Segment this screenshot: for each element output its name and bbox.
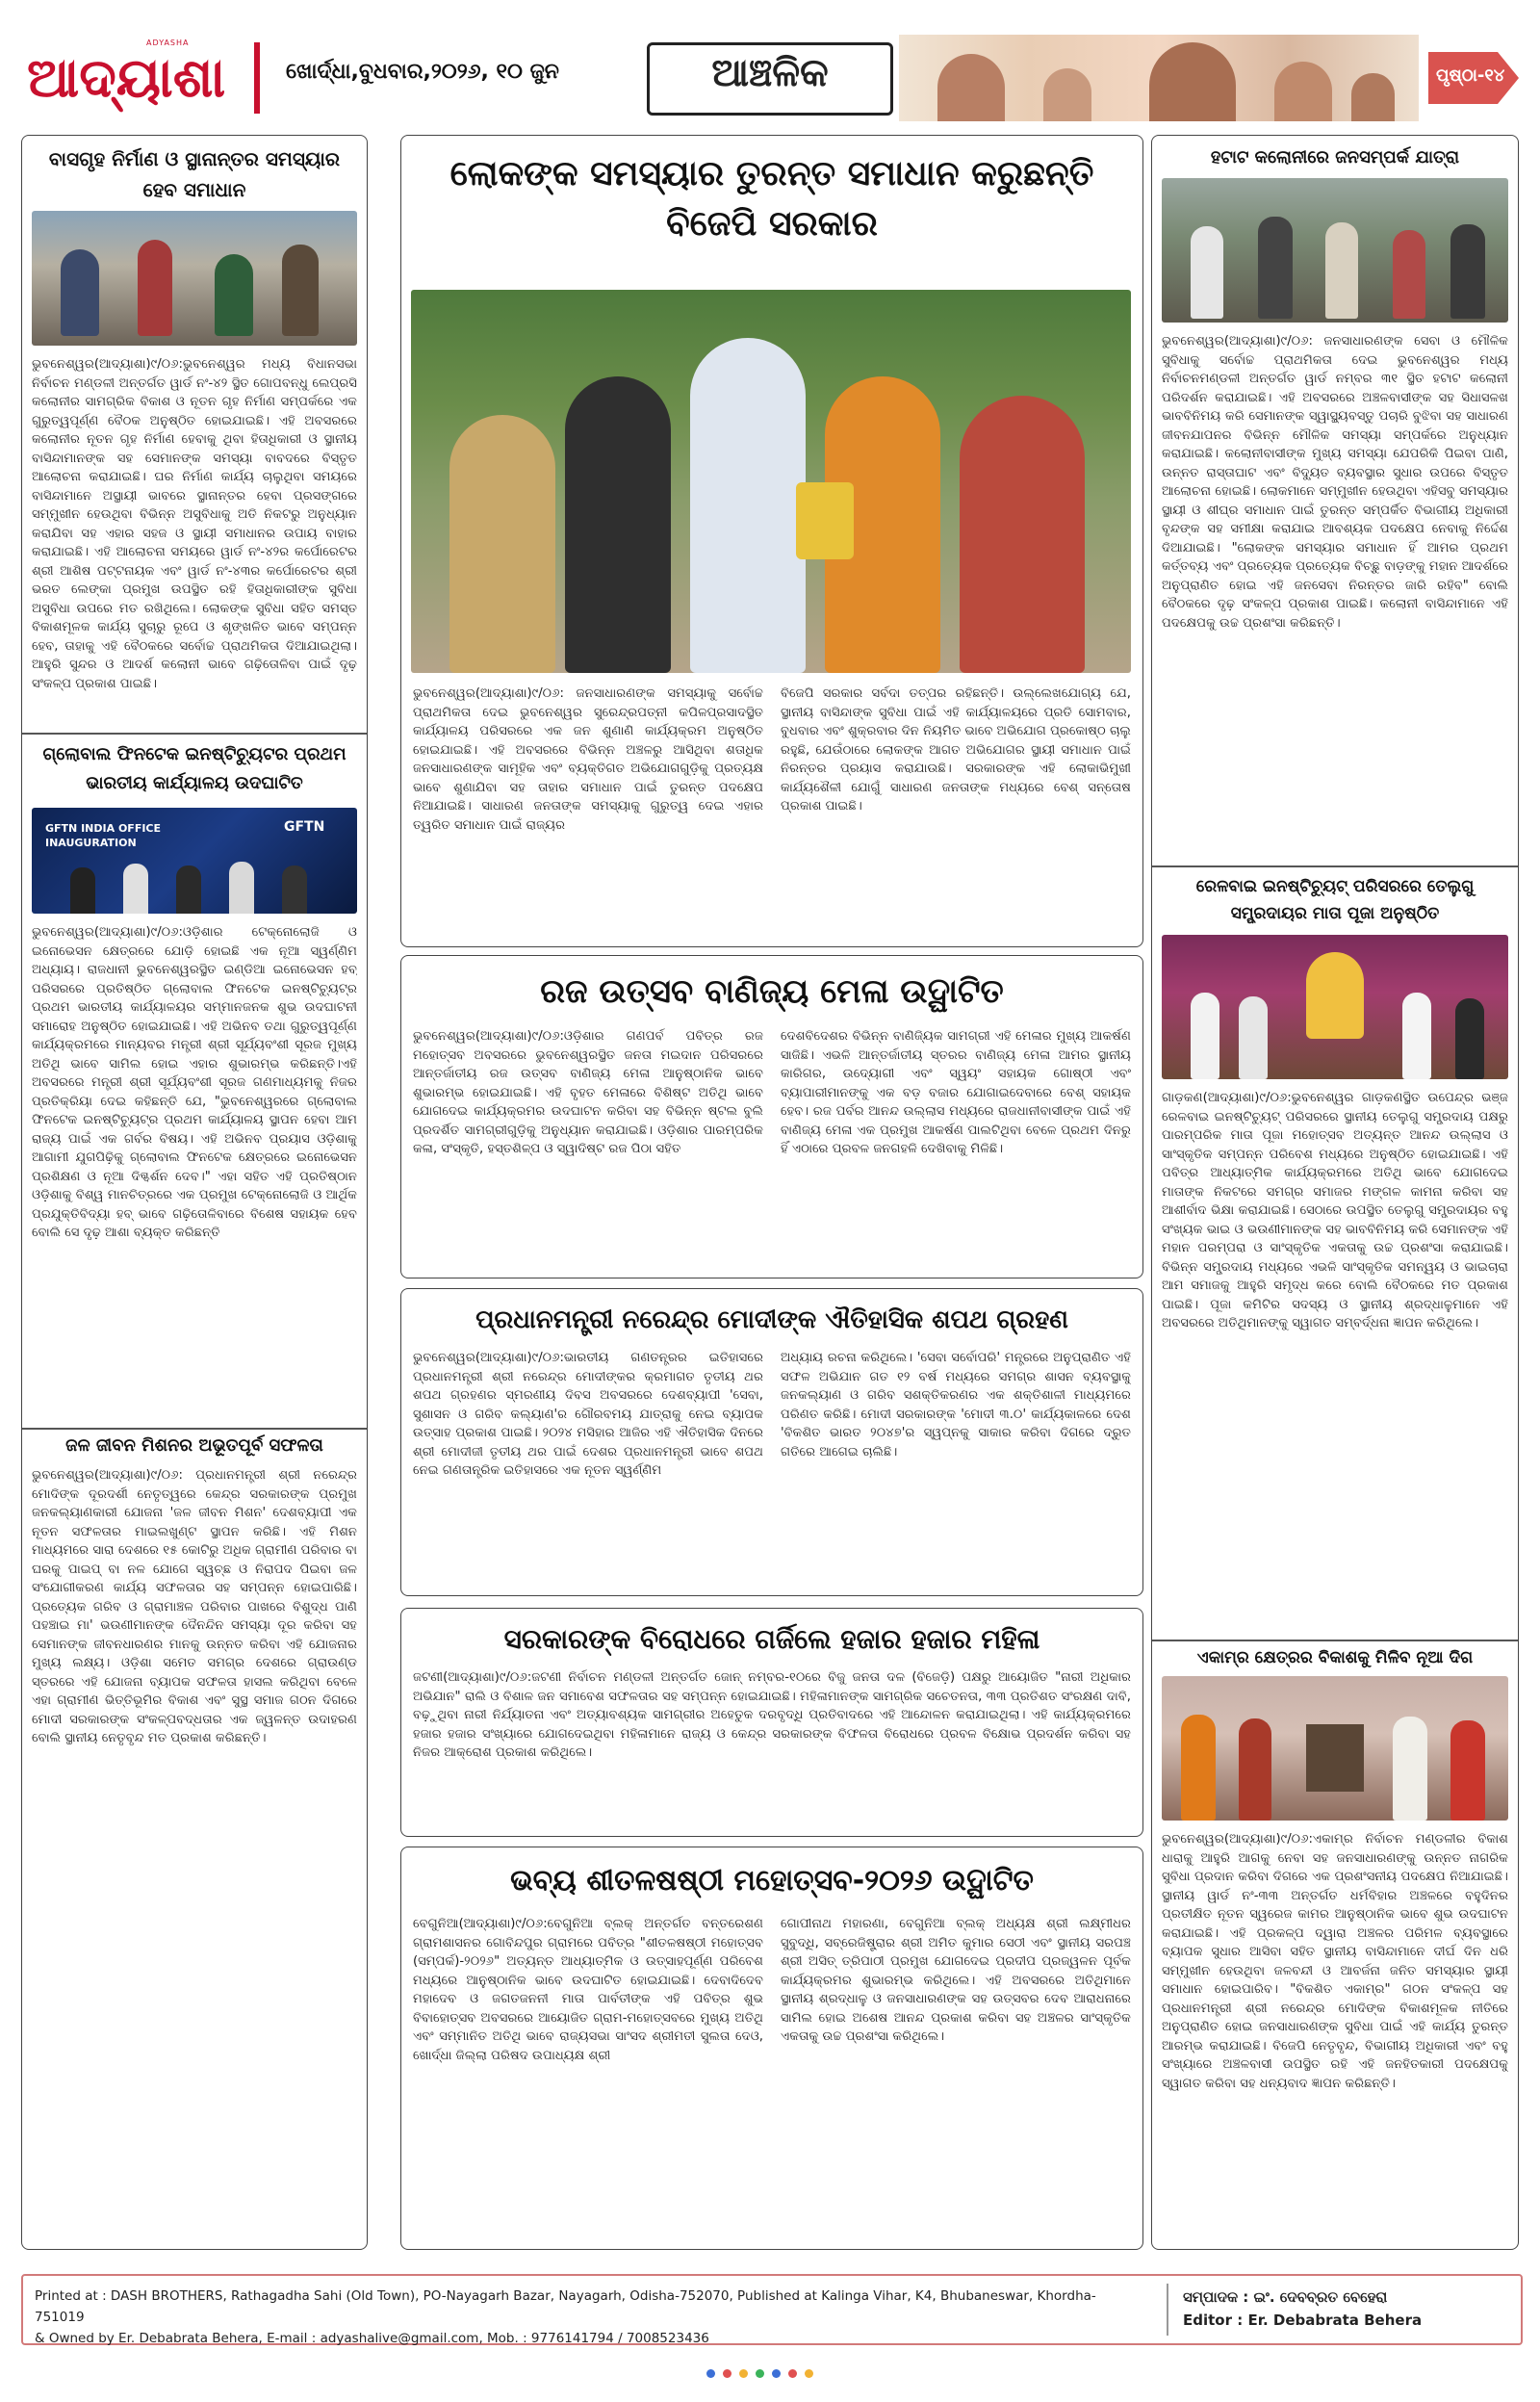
article-body-col2: ଗୋପୀନାଥ ମହାରଣା, ବେଗୁନିଆ ବ୍ଲକ୍ ଅଧ୍ୟକ୍ଷ ଶ୍ରୀ ଲକ୍ଷ୍ମୀଧର ସୁବୁଦ୍ଧି, ସବ୍‌ରେଜିଷ୍ଟ୍ରାର ଶ୍ରୀ ଅମିତ କୁମାର ସେଠୀ ଏବଂ ସ୍ଥାନୀୟ ସରପଞ୍ଚ ଶ୍ରୀ ଅସିତ୍ ତ୍ରିପାଠୀ ପ୍ରମୁଖ ଯୋଗଦେଇ ପ୍ରଦୀପ ପ୍ରଜ୍ୱଳନ ପୂର୍ବକ କାର୍ଯ୍ୟକ୍ରମର ଶୁଭାରମ୍ଭ କରିଥିଲେ। ଏହି ଅବସରରେ ଅତିଥିମାନେ ସ୍ଥାନୀୟ ଶ୍ରଦ୍ଧାଳୁ ଓ ଜନସାଧାରଣଙ୍କ ସହ ଉତ୍ସବର ଦେବ ଆରାଧନାରେ ସାମିଲ ହୋଇ ଅଶେଷ ଆନନ୍ଦ ପ୍ରକାଶ କରିବା ସହ ଅଞ୍ଚଳର ସାଂସ୍କୃତିକ ଏକତାକୁ ଉଚ୍ଚ ପ୍ରଶଂସା କରିଥିଲେ। [781,1917,1131,2044]
article-box [400,1608,1143,1837]
article-photo [32,211,357,346]
article-headline: ଜଳ ଜୀବନ ମିଶନର ଅଭୂତପୂର୍ବ ସଫଳତା [65,1435,323,1456]
article-headline: ସରକାରଙ୍କ ବିରୋଧରେ ଗର୍ଜିଲେ ହଜାର ହଜାର ମହିଳା [503,1623,1040,1655]
article-body-col1: ବେଗୁନିଆ(ଆଦ୍ୟାଶା)୯/୦୬:ବେଗୁନିଆ ବ୍ଲକ୍ ଅନ୍ତର୍ଗତ ବନ୍ତରେଶଣ ଗ୍ରାମଶାସନର ଗୋବିନ୍ଦପୁର ଗ୍ରାମରେ ପବିତ୍ର "ଶୀତଳଷଷ୍ଠୀ ମହୋତ୍ସବ (ସମ୍ପର୍କ)-୨୦୨୬" ଅତ୍ୟନ୍ତ ଆଧ୍ୟାତ୍ମିକ ଓ ଉତ୍ସାହପୂର୍ଣ୍ଣ ପରିବେଶ ମଧ୍ୟରେ ଆନୁଷ୍ଠାନିକ ଭାବେ ଉଦଘାଟିତ ହୋଇଯାଇଛି। ଦେବାଦିଦେବ ମହାଦେବ ଓ ଜଗତଜନନୀ ମାତା ପାର୍ବତୀଙ୍କ ଏହି ପବିତ୍ର ଶୁଭ ବିବାହୋତ୍ସବ ଅବସରରେ ଆୟୋଜିତ ଗ୍ରାମ-ମହୋତ୍ସବରେ ମୁଖ୍ୟ ଅତିଥି ଏବଂ ସମ୍ମାନିତ ଅତିଥି ଭାବେ ରାଜ୍ୟସଭା ସାଂସଦ ଶ୍ରୀମତୀ ସୁଲତା ଦେଓ, ଖୋର୍ଦ୍ଧା ଜିଲ୍ଲା ପରିଷଦ ଉପାଧ୍ୟକ୍ଷ ଶ୍ରୀ [413,1917,763,2063]
article-body-col1: ଭୁବନେଶ୍ୱର(ଆଦ୍ୟାଶା)୯/୦୬: ଜନସାଧାରଣଙ୍କ ସମସ୍ୟାକୁ ସର୍ବୋଚ୍ଚ ପ୍ରାଥମିକତା ଦେଇ ଭୁବନେଶ୍ୱର ସୁରେନ୍ଦ୍ରପତ୍ନୀ କପିଳପ୍ରସାଦସ୍ଥିତ କାର୍ଯ୍ୟାଳୟ ପରିସରରେ ଏକ ଜନ ଶୁଣାଣି କାର୍ଯ୍ୟକ୍ରମ ଅନୁଷ୍ଠିତ ହୋଇଯାଇଛି। ଏହି ଅବସରରେ ବିଭିନ୍ନ ଅଞ୍ଚଳରୁ ଆସିଥିବା ଶତାଧିକ ଜନସାଧାରଣଙ୍କ ସାମୂହିକ ଏବଂ ବ୍ୟକ୍ତିଗତ ଅଭିଯୋଗଗୁଡ଼ିକୁ ପ୍ରତ୍ୟକ୍ଷ ଭାବେ ଶୁଣାଯିବା ସହ ତାହାର ସମାଧାନ ପାଇଁ ତୁରନ୍ତ ପଦକ୍ଷେପ ନିଆଯାଇଛି। ସାଧାରଣ ଜନତାଙ୍କ ସମସ୍ୟାକୁ ଗୁରୁତ୍ୱ ଦେଇ ଏହାର ତ୍ୱରିତ ସମାଧାନ ପାଇଁ ରାଜ୍ୟର [413,686,763,833]
article-headline: ଏକାମ୍ର କ୍ଷେତ୍ରର ବିକାଶକୁ ମିଳିବ ନୂଆ ଦିଗ [1196,1648,1474,1667]
imprint-text [35,2286,1142,2349]
article-body: ଜଟଣୀ(ଆଦ୍ୟାଶା)୯/୦୬:ଜଟଣୀ ନିର୍ବାଚନ ମଣ୍ଡଳୀ ଅନ୍ତର୍ଗତ ଜୋନ୍ ନମ୍ବର-୧୦ରେ ବିଜୁ ଜନତା ଦଳ (ବିଜେଡ଼ି) ପକ୍ଷରୁ ଆୟୋଜିତ "ନାରୀ ଅଧିକାର ଅଭିଯାନ" ରାଲି ଓ ବିଶାଳ ଜନ ସମାବେଶ ସଫଳତାର ସହ ସମ୍ପନ୍ନ ହୋଇଯାଇଛି। ମହିଳାମାନଙ୍କ ସାମଗ୍ରିକ ସଚେତନତା, ୩୩ ପ୍ରତିଶତ ସଂରକ୍ଷଣ ଦାବି, ବଢ଼ୁଥିବା ନାରୀ ନିର୍ଯ୍ୟାତନା ଏବଂ ଅତ୍ୟାବଶ୍ୟକ ସାମଗ୍ରୀର ଅହେତୁକ ଦରବୃଦ୍ଧି ପ୍ରତିବାଦରେ ଏହି ଆନ୍ଦୋଳନ କରାଯାଇଥିଲା। ଏହି କାର୍ଯ୍ୟକ୍ରମରେ ହଜାର ହଜାର ସଂଖ୍ୟାରେ ଯୋଗଦେଇଥିବା ମହିଳାମାନେ ରାଜ୍ୟ ଓ କେନ୍ଦ୍ର ସରକାରଙ୍କ ବିଫଳତା ବିରୋଧରେ ପ୍ରବଳ ବିକ୍ଷୋଭ ପ୍ରଦର୍ଶନ କରିବା ସହ ନିଜର ଆକ୍ରୋଶ ପ୍ରକାଶ କରିଥିଲେ। [413,1670,1131,1760]
article-headline: ଗ୍ଲୋବାଲ ଫିନଟେକ ଇନଷ୍ଟିଚ୍ୟୁଟର ପ୍ରଥମ ଭାରତୀୟ କାର୍ଯ୍ୟାଳୟ ଉଦଘାଟିତ [42,744,346,793]
page-dots-indicator [703,2363,817,2382]
article-body-col2: ଦେଶବିଦେଶର ବିଭିନ୍ନ ବାଣିଜ୍ୟିକ ସାମଗ୍ରୀ ଏହି ମେଳାର ମୁଖ୍ୟ ଆକର୍ଷଣ ସାଜିଛି। ଏଭଳି ଆନ୍ତର୍ଜାତୀୟ ସ୍ତରର ବାଣିଜ୍ୟ ମେଳା ଆମର ସ୍ଥାନୀୟ କାରିଗର, ଉଦ୍ୟୋଗୀ ଏବଂ ସ୍ୱୟଂ ସହାୟକ ଗୋଷ୍ଠୀ ଏବଂ ବ୍ୟାପାରୀମାନଙ୍କୁ ଏକ ବଡ଼ ବଜାର ଯୋଗାଇଦେବାରେ ବେଶ୍ ସହାୟକ ହେବ। ରଜ ପର୍ବର ଆନନ୍ଦ ଉଲ୍ଲାସ ମଧ୍ୟରେ ରାଜଧାନୀବାସୀଙ୍କ ପାଇଁ ଏହି ବାଣିଜ୍ୟ ମେଳା ଏକ ପ୍ରମୁଖ ଆକର୍ଷଣ ପାଲଟିଥିବା ବେଳେ ପ୍ରଥମ ଦିନରୁ ହିଁ ଏଠାରେ ପ୍ରବଳ ଜନଗହଳି ଦେଖିବାକୁ ମିଳିଛି। [781,1029,1131,1156]
article-body: ଭୁବନେଶ୍ୱର(ଆଦ୍ୟାଶା)୯/୦୬: ପ୍ରଧାନମନ୍ତ୍ରୀ ଶ୍ରୀ ନରେନ୍ଦ୍ର ମୋଦିଙ୍କ ଦୂରଦର୍ଶୀ ନେତୃତ୍ୱରେ କେନ୍ଦ୍ର ସରକାରଙ୍କ ପ୍ରମୁଖ ଜନକଲ୍ୟାଣକାରୀ ଯୋଜନା 'ଜଳ ଜୀବନ ମିଶନ' ଦେଶବ୍ୟାପୀ ଏକ ନୂତନ ସଫଳତାର ମାଇଲଖୁଣ୍ଟ ସ୍ଥାପନ କରିଛି। ଏହି ମିଶନ ମାଧ୍ୟମରେ ସାରା ଦେଶରେ ୧୫ କୋଟିରୁ ଅଧିକ ଗ୍ରାମୀଣ ପରିବାର ବା ଘରକୁ ପାଇପ୍ ବା ନଳ ଯୋଗେ ସ୍ୱଚ୍ଛ ଓ ନିରାପଦ ପିଇବା ଜଳ ସଂଯୋଗୀକରଣ କାର୍ଯ୍ୟ ସଫଳତାର ସହ ସମ୍ପନ୍ନ ହୋଇପାରିଛି। ପ୍ରତ୍ୟେକ ଗରିବ ଓ ଗ୍ରାମାଞ୍ଚଳ ପରିବାର ପାଖରେ ବିଶୁଦ୍ଧ ପାଣି ପହଞ୍ଚାଇ ମା' ଭଉଣୀମାନଙ୍କ ଦୈନନ୍ଦିନ ସମସ୍ୟା ଦୂର କରିବା ସହ ସେମାନଙ୍କ ଜୀବନଧାରଣର ମାନକୁ ଉନ୍ନତ କରିବା ଏହି ଯୋଜନାର ମୁଖ୍ୟ ଲକ୍ଷ୍ୟ। ଓଡ଼ିଶା ସମେତ ସମଗ୍ର ଦେଶରେ ଗ୍ରାଉଣ୍ଡ ସ୍ତରରେ ଏହି ଯୋଜନା ବ୍ୟାପକ ସଫଳତା ହାସଲ କରିଥିବା ବେଳେ ଏହା ଗ୍ରାମୀଣ ଭିତ୍ତିଭୂମିର ବିକାଶ ଏବଂ ସୁସ୍ଥ ସମାଜ ଗଠନ ଦିଗରେ ମୋଦୀ ସରକାରଙ୍କ ସଂକଳ୍ପବଦ୍ଧତାର ଏକ ଜ୍ୱଳନ୍ତ ଉଦାହରଣ ବୋଲି ସ୍ଥାନୀୟ ନେତୃବୃନ୍ଦ ମତ ପ୍ରକାଶ କରିଛନ୍ତି। [32,1468,357,1745]
article-headline: ବାସଗୃହ ନିର୍ମାଣ ଓ ସ୍ଥାନାନ୍ତର ସମସ୍ୟାର ହେବ ସମାଧାନ [48,147,341,201]
editor-odia: ସମ୍ପାଦକ : ଇଂ. ଦେବବ୍ରତ ବେହେରା [1183,2288,1388,2306]
page-dot [756,2369,764,2378]
article-box [400,1288,1143,1596]
page-dot [788,2369,797,2378]
article-headline: ପ୍ରଧାନମନ୍ତ୍ରୀ ନରେନ୍ଦ୍ର ମୋଦୀଙ୍କ ଐତିହାସିକ ଶପଥ ଗ୍ରହଣ [475,1305,1068,1334]
article-headline: ଭବ୍ୟ ଶୀତଳଷଷ୍ଠୀ ମହୋତ୍ସବ-୨୦୨୬ ଉଦ୍ଘାଟିତ [510,1864,1034,1898]
footer-divider [1167,2284,1168,2336]
page-dot [739,2369,748,2378]
article-photo [1162,178,1508,323]
article-box [400,955,1143,1278]
photo-banner-text: GFTN INDIA OFFICE INAUGURATION [45,822,162,849]
article-body: ଭୁବନେଶ୍ୱର(ଆଦ୍ୟାଶା)୯/୦୬:ଏକାମ୍ର ନିର୍ବାଚନ ମଣ୍ଡଳୀର ବିକାଶ ଧାରାକୁ ଆହୁରି ଆଗକୁ ନେବା ସହ ଜନସାଧାରଣଙ୍କୁ ଉନ୍ନତ ନାଗରିକ ସୁବିଧା ପ୍ରଦାନ କରିବା ଦିଗରେ ଏକ ପ୍ରଶଂସନୀୟ ପଦକ୍ଷେପ ନିଆଯାଇଛି। ସ୍ଥାନୀୟ ୱାର୍ଡ ନଂ-୩୩ ଅନ୍ତର୍ଗତ ଧର୍ମବିହାର ଅଞ୍ଚଳରେ ବହୁଦିନର ପ୍ରତୀକ୍ଷିତ ନୂତନ ସ୍ୱରେଜ କାମର ଆନୁଷ୍ଠାନିକ ଭାବେ ଶୁଭ ଉଦଘାଟନ କରାଯାଇଛି। ଏହି ପ୍ରକଳ୍ପ ଦ୍ୱାରା ଅଞ୍ଚଳର ପରିମଳ ବ୍ୟବସ୍ଥାରେ ବ୍ୟାପକ ସୁଧାର ଆସିବା ସହିତ ସ୍ଥାନୀୟ ବାସିନ୍ଦାମାନେ ଦୀର୍ଘ ଦିନ ଧରି ସମ୍ମୁଖୀନ ହେଉଥିବା ଜଳବନ୍ଦୀ ଓ ଆବର୍ଜନା ଜନିତ ସମସ୍ୟାର ସ୍ଥାୟୀ ସମାଧାନ ହୋଇପାରିବ। "ବିକଶିତ ଏକାମ୍ର" ଗଠନ ସଂକଳ୍ପ ସହ ପ୍ରଧାନମନ୍ତ୍ରୀ ଶ୍ରୀ ନରେନ୍ଦ୍ର ମୋଦିଙ୍କ ବିକାଶମୂଳକ ନୀତିରେ ଅନୁପ୍ରାଣିତ ହୋଇ ଜନସାଧାରଣଙ୍କ ସୁବିଧା ପାଇଁ ଏହି କାର୍ଯ୍ୟ ତୁରନ୍ତ ଆରମ୍ଭ କରାଯାଇଛି। ବିଜେପି ନେତୃବୃନ୍ଦ, ବିଭାଗୀୟ ଅଧିକାରୀ ଏବଂ ବହୁ ସଂଖ୍ୟାରେ ଅଞ୍ଚଳବାସୀ ଉପସ୍ଥିତ ରହି ଏହି ଜନହିତକାରୀ ପଦକ୍ଷେପକୁ ସ୍ୱାଗତ କରିବା ସହ ଧନ୍ୟବାଦ ଜ୍ଞାପନ କରିଛନ୍ତି। [1162,1832,1508,2091]
article-divider [22,1428,367,1430]
page-dot [706,2369,715,2378]
page-dot [805,2369,813,2378]
article-divider [1152,865,1518,867]
masthead [21,35,1519,121]
logo [21,35,252,121]
article-headline: ହଟାଟ କଲୋନୀରେ ଜନସମ୍ପର୍କ ଯାତ୍ରା [1210,147,1460,168]
section-tag [647,42,893,116]
editor-english: Editor : Er. Debabrata Behera [1183,2312,1423,2329]
gftn-logo: GFTN [284,819,325,835]
section-title: ଆଞ୍ଚଳିକ [711,51,829,95]
right-column [1151,135,1519,2250]
article-body-col2: ଅଧ୍ୟାୟ ରଚନା କରିଥିଲେ। 'ସେବା ସର୍ବୋପରି' ମନ୍ତ୍ରରେ ଅନୁପ୍ରାଣିତ ଏହି ସଫଳ ଅଭିଯାନ ଗତ ୧୨ ବର୍ଷ ମଧ୍ୟରେ ସମଗ୍ର ଶାସନ ବ୍ୟବସ୍ଥାକୁ ଜନକଲ୍ୟାଣ ଓ ଗରିବ ସଶକ୍ତିକରଣର ଏକ ଶକ୍ତିଶାଳୀ ମାଧ୍ୟମରେ ପରିଣତ କରିଛି। ମୋଦୀ ସରକାରଙ୍କ 'ମୋଦୀ ୩.୦' କାର୍ଯ୍ୟକାଳରେ ଦେଶ 'ବିକଶିତ ଭାରତ ୨୦୪୭'ର ସ୍ୱପ୍ନକୁ ସାକାର କରିବା ଦିଗରେ ଦ୍ରୁତ ଗତିରେ ଆଗେଇ ଚାଲିଛି। [781,1351,1131,1459]
article-body: ଭୁବନେଶ୍ୱର(ଆଦ୍ୟାଶା)୯/୦୬: ଜନସାଧାରଣଙ୍କ ସେବା ଓ ମୌଳିକ ସୁବିଧାକୁ ସର୍ବୋଚ୍ଚ ପ୍ରାଥମିକତା ଦେଇ ଭୁବନେଶ୍ୱର ମଧ୍ୟ ନିର୍ବାଚନମଣ୍ଡଳୀ ଅନ୍ତର୍ଗତ ୱାର୍ଡ ନମ୍ବର ୩୧ ସ୍ଥିତ ହଟାଟ କଲୋନୀ ପରିଦର୍ଶନ କରାଯାଇଛି। ଏହି ଅବସରରେ ଅଞ୍ଚଳବାସୀଙ୍କ ସହ ସିଧାସଳଖ ଭାବବିନିମୟ କରି ସେମାନଙ୍କ ସ୍ୱାସ୍ଥ୍ୟବସ୍ତୁ ପଚାରି ବୁଝିବା ସହ ସାଧାରଣ ଜୀବନଯାପନର ବିଭିନ୍ନ ମୌଳିକ ସମସ୍ୟା ସମ୍ପର୍କରେ ଅନୁଧ୍ୟାନ କରାଯାଇଛି। କଲୋନୀବାସୀଙ୍କ ମୁଖ୍ୟ ସମସ୍ୟା ଯେପରିକି ପିଇବା ପାଣି, ଉନ୍ନତ ରାସ୍ତାଘାଟ ଏବଂ ବିଦ୍ୟୁତ ବ୍ୟବସ୍ଥାର ସୁଧାର ଉପରେ ବିସ୍ତୃତ ଆଲୋଚନା ହୋଇଛି। ଲୋକମାନେ ସମ୍ମୁଖୀନ ହେଉଥିବା ଏହିସବୁ ସମସ୍ୟାର ସ୍ଥାୟୀ ଓ ଶୀଘ୍ର ସମାଧାନ ପାଇଁ ତୁରନ୍ତ ସମ୍ପର୍କିତ ବିଭାଗୀୟ ଅଧିକାରୀ ବୃନ୍ଦଙ୍କ ସହ ସମୀକ୍ଷା କରାଯାଇ ଆବଶ୍ୟକ ପଦକ୍ଷେପ ନେବାକୁ ନିର୍ଦ୍ଦେଶ ଦିଆଯାଇଛି। "ଲୋକଙ୍କ ସମସ୍ୟାର ସମାଧାନ ହିଁ ଆମର ପ୍ରଥମ କର୍ତ୍ତବ୍ୟ ଏବଂ ପ୍ରତ୍ୟେକ ପ୍ରତ୍ୟେକ ବିଚ୍ଛୁ ବାଡ଼ଙ୍କୁ ମହାନ ଆଦର୍ଶରେ ଅନୁପ୍ରାଣିତ ହୋଇ ଏହି ଜନସେବା ନିରନ୍ତର ଜାରି ରହିବ" ବୋଲି ବୈଠକରେ ଦୃଢ଼ ସଂକଳ୍ପ ପ୍ରକାଶ ପାଇଛି। କଲୋନୀ ବାସିନ୍ଦାମାନେ ଏହି ପଦକ୍ଷେପକୁ ଉଚ୍ଚ ପ୍ରଶଂସା କରିଛନ୍ତି। [1162,334,1508,631]
left-column [21,135,368,2250]
imprint-line-2: & Owned by Er. Debabrata Behera, E-mail : adyashalive@gmail.com, Mob. : 9776141794 / 7008523436 [35,2331,709,2346]
article-box [400,1847,1143,2250]
logo-small-text: ADYASHA [146,39,190,47]
lead-headline: ଲୋକଙ୍କ ସମସ୍ୟାର ତୁରନ୍ତ ସମାଧାନ କରୁଛନ୍ତି ବିଜେପି ସରକାର [449,154,1094,244]
article-box [400,135,1143,947]
article-body: ଗାଡ଼କଣ(ଆଦ୍ୟାଶା)୯/୦୬:ଭୁବନେଶ୍ୱର ଗାଡ଼କଣସ୍ଥିତ ଉପେନ୍ଦ୍ର ଭଞ୍ଜ ରେଳବାଇ ଇନଷ୍ଟିଚ୍ୟୁଟ୍ ପରିସରରେ ସ୍ଥାନୀୟ ତେଲୁଗୁ ସମ୍ପ୍ରଦାୟ ପକ୍ଷରୁ ପାରମ୍ପରିକ ମାତା ପୂଜା ମହୋତ୍ସବ ଅତ୍ୟନ୍ତ ଆନନ୍ଦ ଉଲ୍ଲାସ ଓ ସାଂସ୍କୃତିକ ସମ୍ପନ୍ନ ପରିବେଶ ମଧ୍ୟରେ ଅନୁଷ୍ଠିତ ହୋଇଯାଇଛି। ଏହି ପବିତ୍ର ଆଧ୍ୟାତ୍ମିକ କାର୍ଯ୍ୟକ୍ରମରେ ଅତିଥି ଭାବେ ଯୋଗଦେଇ ମାତାଙ୍କ ନିକଟରେ ସମଗ୍ର ସମାଜର ମଙ୍ଗଳ କାମନା କରିବା ସହ ଆଶୀର୍ବାଦ ଭିକ୍ଷା କରାଯାଇଛି। ସେଠାରେ ଉପସ୍ଥିତ ତେଲୁଗୁ ସମ୍ପ୍ରଦାୟର ବହୁ ସଂଖ୍ୟକ ଭାଇ ଓ ଭଉଣୀମାନଙ୍କ ସହ ଭାବବିନିମୟ କରି ସେମାନଙ୍କ ଏହି ମହାନ ପରମ୍ପରା ଓ ସାଂସ୍କୃତିକ ଏକତାକୁ ଉଚ୍ଚ ପ୍ରଶଂସା କରାଯାଇଛି। ବିଭିନ୍ନ ସମ୍ପ୍ରଦାୟ ମଧ୍ୟରେ ଏଭଳି ସାଂସ୍କୃତିକ ସମନ୍ୱୟ ଓ ଭାଇଚାରା ଆମ ସମାଜକୁ ଆହୁରି ସମୃଦ୍ଧ କରେ ବୋଲି ବୈଠକରେ ମତ ପ୍ରକାଶ ପାଇଛି। ପୂଜା କମିଟିର ସଦସ୍ୟ ଓ ସ୍ଥାନୀୟ ଶ୍ରଦ୍ଧାଳୁମାନେ ଏହି ଅବସରରେ ଅତିଥିମାନଙ୍କୁ ସ୍ୱାଗତ ସମ୍ବର୍ଦ୍ଧନା ଜ୍ଞାପନ କରିଥିଲେ। [1162,1091,1508,1330]
article-body: ଭୁବନେଶ୍ୱର(ଆଦ୍ୟାଶା)୯/୦୬:ଭୁବନେଶ୍ୱର ମଧ୍ୟ ବିଧାନସଭା ନିର୍ବାଚନ ମଣ୍ଡଳୀ ଅନ୍ତର୍ଗତ ୱାର୍ଡ ନଂ-୪୨ ସ୍ଥିତ ଗୋପବନ୍ଧୁ ଲେପ୍ରସି କଲୋନୀର ସାମଗ୍ରିକ ବିକାଶ ଓ ନୂତନ ଗୃହ ନିର୍ମାଣ ସମ୍ପର୍କରେ ଏକ ଗୁରୁତ୍ୱପୂର୍ଣ୍ଣ ବୈଠକ ଅନୁଷ୍ଠିତ ହୋଇଯାଇଛି। ଏହି ଅବସରରେ କଲୋନୀର ନୂତନ ଗୃହ ନିର୍ମାଣ ହେବାକୁ ଥିବା ହିତାଧିକାରୀ ଓ ସ୍ଥାନୀୟ ବାସିନ୍ଦାମାନଙ୍କ ସହ ସେମାନଙ୍କ ସମସ୍ୟା ବାବଦରେ ବିସ୍ତୃତ ଆଲୋଚନା କରାଯାଇଛି। ଘର ନିର୍ମାଣ କାର୍ଯ୍ୟ ଚାଲୁଥିବା ସମୟରେ ବାସିନ୍ଦାମାନେ ଅସ୍ଥାୟୀ ଭାବରେ ସ୍ଥାନାନ୍ତର ହେବା ପ୍ରସଙ୍ଗରେ ସମ୍ମୁଖୀନ ହେଉଥିବା ବିଭିନ୍ନ ଅସୁବିଧାକୁ ଅତି ନିକଟରୁ ଅନୁଧ୍ୟାନ କରାଯିବା ସହ ଏହାର ସହଜ ଓ ସ୍ଥାୟୀ ସମାଧାନର ଉପାୟ ବାହାର କରାଯାଇଛି। ଏହି ଆଲୋଚନା ସମୟରେ ୱାର୍ଡ ନଂ-୪୨ର କର୍ପୋରେଟର ଶ୍ରୀ ଆଶିଷ ପଟ୍ଟନାୟକ ଏବଂ ୱାର୍ଡ ନଂ-୪୩ର କର୍ପୋରେଟର ଶ୍ରୀ ଭରତ ଲେଙ୍କା ପ୍ରମୁଖ ଉପସ୍ଥିତ ରହି ହିତାଧିକାରୀଙ୍କ ସୁବିଧା ଅସୁବିଧା ଉପରେ ମତ ରଖିଥିଲେ। ଲୋକଙ୍କ ସୁବିଧା ସହିତ ସମସ୍ତ ବିକାଶମୂଳକ କାର୍ଯ୍ୟ ସୁଚାରୁ ରୂପେ ଓ ଶୃଙ୍ଖଳିତ ଭାବେ ସମ୍ପନ୍ନ ହେବ, ତାହାକୁ ଏହି ବୈଠକରେ ସର୍ବୋଚ୍ଚ ପ୍ରାଥମିକତା ଦିଆଯାଇଥିଲା। ଆହୁରି ସୁନ୍ଦର ଓ ଆଦର୍ଶ କଲୋନୀ ଭାବେ ଗଢ଼ିତୋଳିବା ପାଇଁ ଦୃଢ଼ ସଂକଳ୍ପ ପ୍ରକାଶ ପାଇଛି। [32,357,357,691]
editor-credit [1183,2286,1422,2332]
imprint-footer [21,2274,1523,2345]
page-dot [772,2369,781,2378]
article-body: ଭୁବନେଶ୍ୱର(ଆଦ୍ୟାଶା)୯/୦୬:ଓଡ଼ିଶାର ଟେକ୍ନୋଲୋଜି ଓ ଇନୋଭେସନ କ୍ଷେତ୍ରରେ ଯୋଡ଼ି ହୋଇଛି ଏକ ନୂଆ ସ୍ୱର୍ଣ୍ଣିମ ଅଧ୍ୟାୟ। ରାଜଧାନୀ ଭୁବନେଶ୍ୱରସ୍ଥିତ ଇଣ୍ଡିଆ ଇନୋଭେସନ ହବ୍ ପରିସରରେ ପ୍ରତିଷ୍ଠିତ ଗ୍ଲୋବାଲ ଫିନଟେକ ଇନଷ୍ଟିଚ୍ୟୁଟ୍ର ପ୍ରଥମ ଭାରତୀୟ କାର୍ଯ୍ୟାଳୟର ସମ୍ମାନଜନକ ଶୁଭ ଉଦଘାଟନୀ ସମାରୋହ ଅନୁଷ୍ଠିତ ହୋଇଯାଇଛି। ଏହି ଅଭିନବ ତଥା ଗୁରୁତ୍ୱପୂର୍ଣ୍ଣ କାର୍ଯ୍ୟକ୍ରମରେ ମାନ୍ୟବର ମନ୍ତ୍ରୀ ଶ୍ରୀ ସୂର୍ଯ୍ୟବଂଶୀ ସୂରଜ ମୁଖ୍ୟ ଅତିଥି ଭାବେ ସାମିଲ ହୋଇ ଏହାର ଶୁଭାରମ୍ଭ କରିଛନ୍ତି।ଏହି ଅବସରରେ ମନ୍ତ୍ରୀ ଶ୍ରୀ ସୂର୍ଯ୍ୟବଂଶୀ ସୂରଜ ଗଣମାଧ୍ୟମକୁ ନିଜର ପ୍ରତିକ୍ରିୟା ଦେଇ କହିଛନ୍ତି ଯେ, "ଭୁବନେଶ୍ୱରରେ ଗ୍ଲୋବାଲ ଫିନଟେକ ଇନଷ୍ଟିଚ୍ୟୁଟ୍ର ପ୍ରଥମ କାର୍ଯ୍ୟାଳୟ ସ୍ଥାପନ ହେବା ଆମ ରାଜ୍ୟ ପାଇଁ ଏକ ଗର୍ବର ବିଷୟ। ଏହି ଅଭିନବ ପ୍ରୟାସ ଓଡ଼ିଶାକୁ ଆଗାମୀ ଯୁଗପିଢ଼ିକୁ ଗ୍ଲୋବାଲ ଫିନଟେକ କ୍ଷେତ୍ରରେ ଇନୋଭେସନ ପ୍ରଶିକ୍ଷଣ ଓ ନୂଆ ଦିଗ୍ଦର୍ଶନ ଦେବ।" ଏହା ସହିତ ଏହି ପ୍ରତିଷ୍ଠାନ ଓଡ଼ିଶାକୁ ବିଶ୍ୱ ମାନଚିତ୍ରରେ ଏକ ପ୍ରମୁଖ ଟେକ୍ନୋଲୋଜି ଓ ଆର୍ଥିକ ପ୍ରଯୁକ୍ତିବିଦ୍ୟା ହବ୍ ଭାବେ ଗଢ଼ିତୋଳିବାରେ ବିଶେଷ ସହାୟକ ହେବ ବୋଲି ସେ ଦୃଢ଼ ଆଶା ବ୍ୟକ୍ତ କରିଛନ୍ତି [32,925,357,1240]
imprint-line-1: Printed at : DASH BROTHERS, Rathagadha Sahi (Old Town), PO-Nayagarh Bazar, Nayagarh, Odisha-752070, Published at Kalinga Vihar, K4, Bhubaneswar, Khordha-751019 [35,2288,1096,2325]
temple-banner-image [899,35,1419,121]
lead-photo [411,290,1131,673]
article-body-col2: ବିଜେପି ସରକାର ସର୍ବଦା ତତ୍ପର ରହିଛନ୍ତି। ଉଲ୍ଲେଖଯୋଗ୍ୟ ଯେ, ସ୍ଥାନୀୟ ବାସିନ୍ଦାଙ୍କ ସୁବିଧା ପାଇଁ ଏହି କାର୍ଯ୍ୟାଳୟରେ ପ୍ରତି ସୋମବାର, ବୁଧବାର ଏବଂ ଶୁକ୍ରବାର ଦିନ ନିୟମିତ ଭାବେ ଅଭିଯୋଗ ପ୍ରକୋଷ୍ଠ ଚାଲୁ ରହୁଛି, ଯେଉଁଠାରେ ଲୋକଙ୍କ ଆଗତ ଅଭିଯୋଗର ସ୍ଥାୟୀ ସମାଧାନ ପାଇଁ ନିରନ୍ତର ପ୍ରୟାସ କରାଯାଉଛି। ସରକାରଙ୍କ ଏହି ଲୋକାଭିମୁଖୀ କାର୍ଯ୍ୟଶୈଳୀ ଯୋଗୁଁ ସାଧାରଣ ଜନତାଙ୍କ ମଧ୍ୟରେ ବେଶ୍ ସନ୍ତୋଷ ପ୍ରକାଶ ପାଇଛି। [781,686,1131,814]
edition-date: ଖୋର୍ଦ୍ଧା,ବୁଧବାର,୨୦୨୬, ୧୦ ଜୁନ [286,60,559,84]
article-headline: ରଜ ଉତ୍ସବ ବାଣିଜ୍ୟ ମେଳା ଉଦ୍ଘାଟିତ [540,972,1004,1011]
article-body-col1: ଭୁବନେଶ୍ୱର(ଆଦ୍ୟାଶା)୯/୦୬:ଓଡ଼ିଶାର ଗଣପର୍ବ ପବିତ୍ର ରଜ ମହୋତ୍ସବ ଅବସରରେ ଭୁବନେଶ୍ୱରସ୍ଥିତ ଜନତା ମଇଦାନ ପରିସରରେ ଆନ୍ତର୍ଜାତୀୟ ରଜ ଉତ୍ସବ ବାଣିଜ୍ୟ ମେଳା ଆନୁଷ୍ଠାନିକ ଭାବେ ଶୁଭାରମ୍ଭ ହୋଇଯାଇଛି। ଏହି ବୃହତ ମେଳାରେ ବିଶିଷ୍ଟ ଅତିଥି ଭାବେ ଯୋଗଦେଇ କାର୍ଯ୍ୟକ୍ରମର ଉଦଘାଟନ କରିବା ସହ ବିଭିନ୍ନ ଷ୍ଟଲ ବୁଲି ପ୍ରଦର୍ଶିତ ସାମଗ୍ରୀଗୁଡ଼ିକୁ ଅନୁଧ୍ୟାନ କରାଯାଇଛି। ଓଡ଼ିଶାର ପାରମ୍ପରିକ କଳା, ସଂସ୍କୃତି, ହସ୍ତଶିଳ୍ପ ଓ ସ୍ୱାଦିଷ୍ଟ ରଜ ପିଠା ସହିତ [413,1029,763,1156]
page-number: ପୃଷ୍ଠା-୧୪ [1436,65,1505,86]
article-photo [1162,1676,1508,1821]
article-photo [1162,935,1508,1079]
article-divider [22,733,367,735]
logo-divider [254,42,260,114]
article-body-col1: ଭୁବନେଶ୍ୱର(ଆଦ୍ୟାଶା)୯/୦୬:ଭାରତୀୟ ଗଣତନ୍ତ୍ରର ଇତିହାସରେ ପ୍ରଧାନମନ୍ତ୍ରୀ ଶ୍ରୀ ନରେନ୍ଦ୍ର ମୋଦୀଙ୍କର କ୍ରମାଗତ ତୃତୀୟ ଥର ଶପଥ ଗ୍ରହଣର ସ୍ମରଣୀୟ ଦିବସ ଅବସରରେ ଦେଶବ୍ୟାପୀ 'ସେବା, ସୁଶାସନ ଓ ଗରିବ କଲ୍ୟାଣ'ର ଗୌରବମୟ ଯାତ୍ରାକୁ ନେଇ ବ୍ୟାପକ ଉତ୍ସାହ ପ୍ରକାଶ ପାଇଛି। ୨୦୨୪ ମସିହାର ଆଜିର ଏହି ଐତିହାସିକ ଦିନରେ ଶ୍ରୀ ମୋଦୀଜୀ ତୃତୀୟ ଥର ପାଇଁ ଦେଶର ପ୍ରଧାନମନ୍ତ୍ରୀ ଭାବେ ଶପଥ ନେଇ ଗଣତାନ୍ତ୍ରିକ ଇତିହାସରେ ଏକ ନୂତନ ସ୍ୱର୍ଣ୍ଣିମ [413,1351,763,1478]
article-divider [1152,1640,1518,1641]
article-headline: ରେଳବାଇ ଇନଷ୍ଟିଚ୍ୟୁଟ୍ ପରିସରରେ ତେଲୁଗୁ ସମ୍ପ୍ରଦାୟର ମାତା ପୂଜା ଅନୁଷ୍ଠିତ [1195,877,1475,923]
article-photo [32,808,357,914]
logo-text: ଆଦ୍ୟାଶା [27,46,226,110]
page-dot [723,2369,732,2378]
